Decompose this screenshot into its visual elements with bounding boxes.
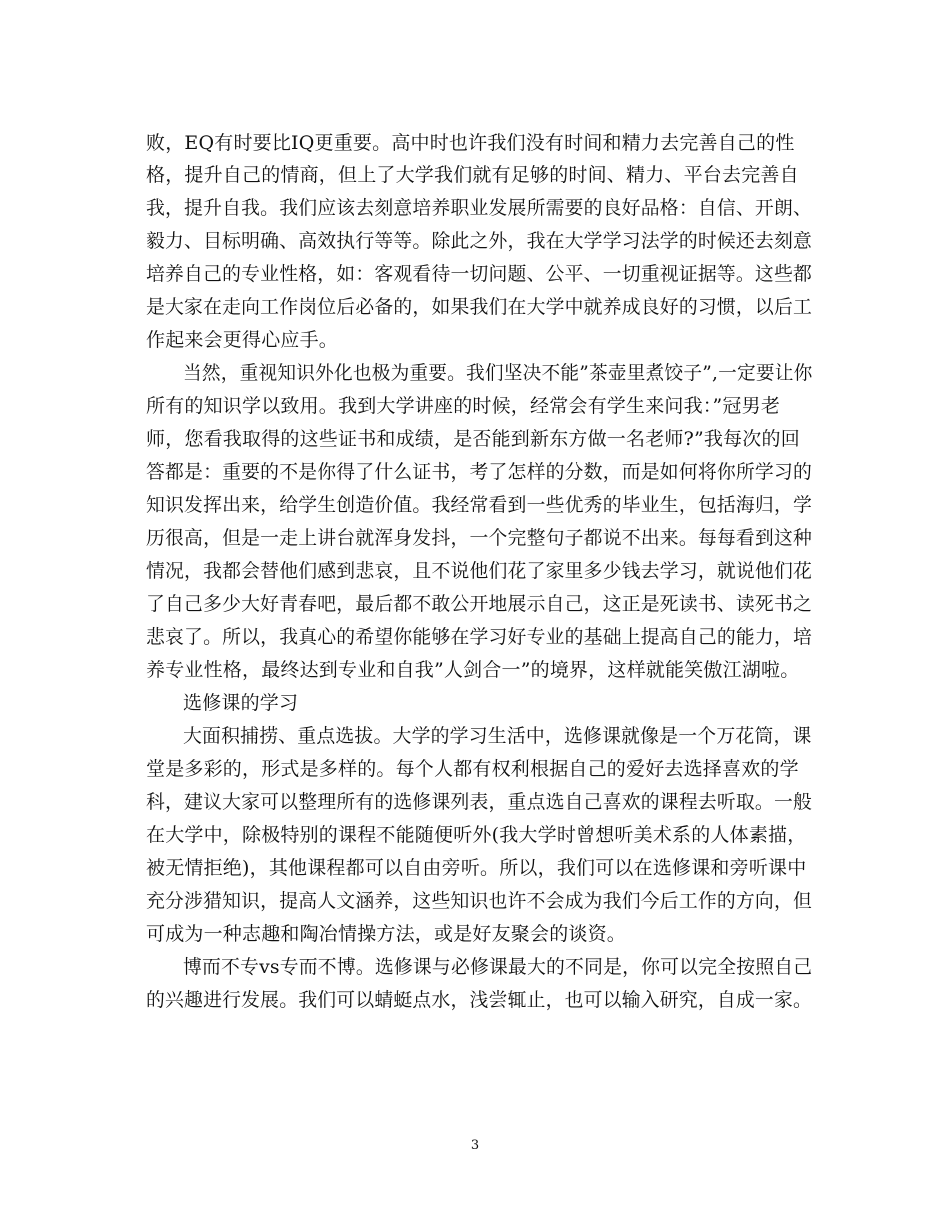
text-line: 败，EQ有时要比IQ更重要。高中时也许我们没有时间和精力去完善自己的性: [146, 132, 795, 154]
text-line: 我，提升自我。我们应该去刻意培养职业发展所需要的良好品格：自信、开朗、: [146, 197, 813, 219]
text-line: 培养自己的专业性格，如：客观看待一切问题、公平、一切重视证据等。这些都: [146, 263, 813, 285]
paragraph-first-line: 博而不专vs专而不博。选修课与必修课最大的不同是，你可以完全按照自己: [183, 956, 813, 978]
text-line: 被无情拒绝)，其他课程都可以自由旁听。所以，我们可以在选修课和旁听课中: [146, 857, 807, 879]
text-line: 的兴趣进行发展。我们可以蜻蜓点水，浅尝辄止，也可以输入研究，自成一家。: [146, 989, 813, 1011]
text-line: 在大学中，除极特别的课程不能随便听外(我大学时曾想听美术系的人体素描，: [146, 824, 807, 846]
text-line: 作起来会更得心应手。: [146, 329, 339, 351]
text-line: 堂是多彩的，形式是多样的。每个人都有权利根据自己的爱好去选择喜欢的学: [146, 758, 799, 780]
text-line: 答都是：重要的不是你得了什么证书，考了怎样的分数，而是如何将你所学习的: [146, 461, 813, 483]
text-line: 知识发挥出来，给学生创造价值。我经常看到一些优秀的毕业生，包括海归，学: [146, 494, 813, 516]
text-line: 充分涉猎知识，提高人文涵养，这些知识也许不会成为我们今后工作的方向，但: [146, 890, 813, 912]
text-line: 是大家在走向工作岗位后必备的，如果我们在大学中就养成良好的习惯，以后工: [146, 296, 813, 318]
text-line: 毅力、目标明确、高效执行等等。除此之外，我在大学学习法学的时候还去刻意: [146, 230, 813, 252]
text-line: 格，提升自己的情商，但上了大学我们就有足够的时间、精力、平台去完善自: [146, 164, 799, 186]
text-line: 可成为一种志趣和陶冶情操方法，或是好友聚会的谈资。: [146, 923, 627, 945]
text-line: 所有的知识学以致用。我到大学讲座的时候，经常会有学生来问我：”冠男老: [146, 395, 781, 417]
text-line: 了自己多少大好青春吧，最后都不敢公开地展示自己，这正是死读书、读死书之: [146, 593, 813, 615]
text-line: 师，您看我取得的这些证书和成绩，是否能到新东方做一名老师?”我每次的回: [146, 428, 800, 450]
page-number: 3: [470, 1138, 480, 1153]
paragraph-first-line: 当然，重视知识外化也极为重要。我们坚决不能”茶壶里煮饺子”,一定要让你: [183, 362, 813, 384]
text-line: 养专业性格，最终达到专业和自我”人剑合一”的境界，这样就能笑傲江湖啦。: [146, 659, 800, 681]
text-line: 悲哀了。所以，我真心的希望你能够在学习好专业的基础上提高自己的能力，培: [146, 626, 813, 648]
section-heading: 选修课的学习: [183, 692, 299, 714]
text-line: 科，建议大家可以整理所有的选修课列表，重点选自己喜欢的课程去听取。一般: [146, 791, 813, 813]
text-line: 历很高，但是一走上讲台就浑身发抖，一个完整句子都说不出来。每每看到这种: [146, 527, 813, 549]
text-line: 情况，我都会替他们感到悲哀，且不说他们花了家里多少钱去学习，就说他们花: [146, 560, 813, 582]
paragraph-first-line: 大面积捕捞、重点选拔。大学的学习生活中，选修课就像是一个万花筒，课: [183, 725, 812, 747]
